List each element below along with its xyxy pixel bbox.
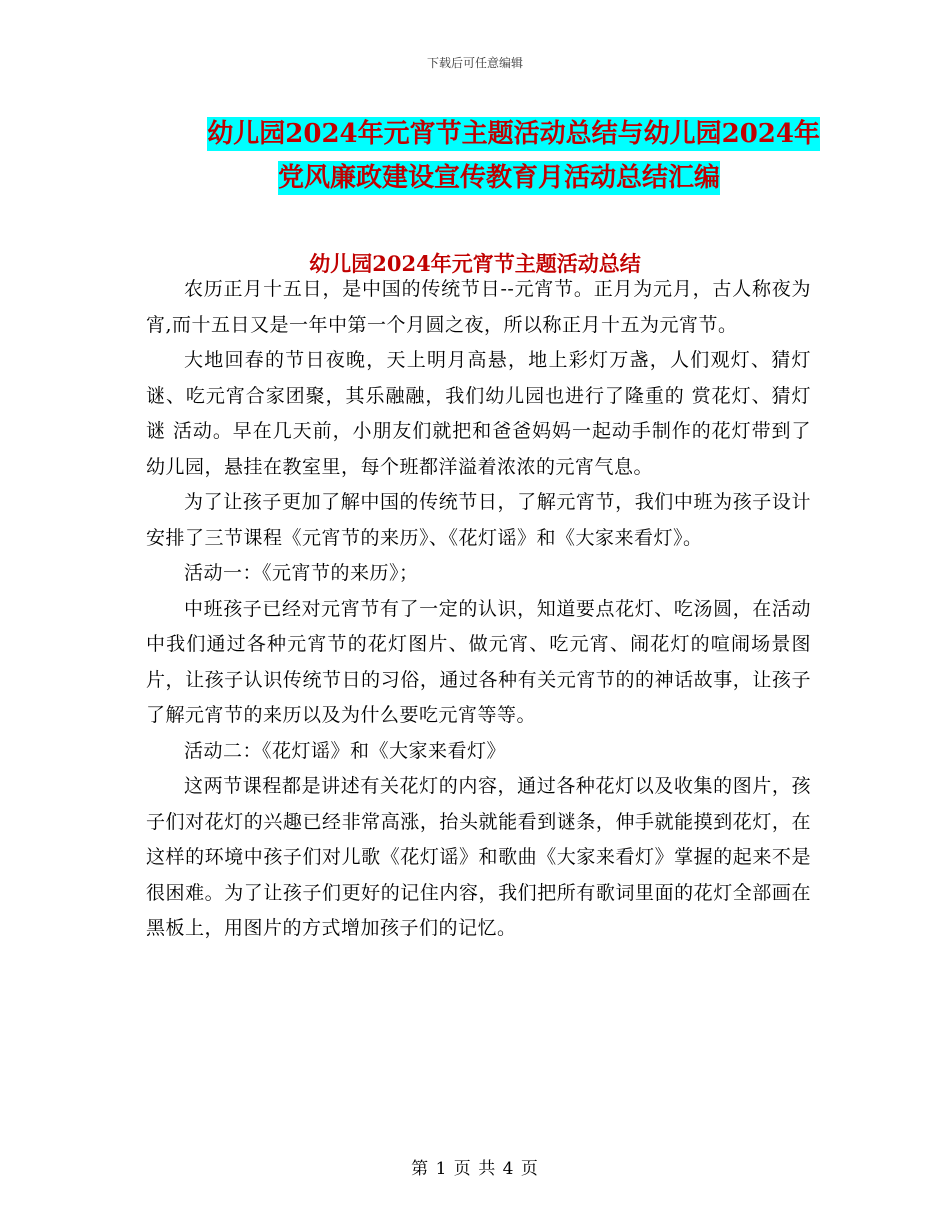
document-title-line-1 — [160, 112, 820, 156]
document-title — [160, 112, 820, 200]
document-title-line-2 — [160, 156, 820, 200]
header-note: 下载后可任意编辑 — [426, 56, 523, 70]
body-text — [146, 272, 811, 947]
title-highlight-1: 幼儿园2024年元宵节主题活动总结与幼儿园2024年 — [207, 119, 820, 149]
paragraph: 中班孩子已经对元宵节有了一定的认识，知道要点花灯、吃汤圆，在活动中我们通过各种元宵节的花灯图片、做元宵、吃元宵、闹花灯的喧闹场景图片，让孩子认识传统节日的习俗，通过各种有关元宵节的的神话故事，让孩子了解元宵节的来历以及为什么要吃元宵等等。 — [146, 597, 811, 726]
paragraph: 活动二：《花灯谣》和《大家来看灯》 — [184, 739, 507, 762]
paragraph: 为了让孩子更加了解中国的传统节日，了解元宵节，我们中班为孩子设计安排了三节课程《元宵节的来历》、《花灯谣》和《大家来看灯》。 — [146, 491, 811, 549]
section-title: 幼儿园2024年元宵节主题活动总结 — [309, 251, 641, 276]
paragraph: 活动一：《元宵节的来历》； — [184, 562, 419, 584]
paragraph: 大地回春的节日夜晚，天上明月高悬，地上彩灯万盏，人们观灯、猜灯谜、吃元宵合家团聚，其乐融融，我们幼儿园也进行了隆重的 赏花灯、猜灯谜 活动。早在几天前，小朋友们就把和爸爸妈妈一起动手制作的花灯带到了幼儿园，悬挂在教室里，每个班都洋溢着浓浓的元宵气息。 — [146, 349, 811, 478]
page-number-footer: 第 1 页 共 4 页 — [411, 1159, 539, 1179]
paragraph: 这两节课程都是讲述有关花灯的内容，通过各种花灯以及收集的图片，孩子们对花灯的兴趣已经非常高涨，抬头就能看到谜条，伸手就能摸到花灯，在这样的环境中孩子们对儿歌《花灯谣》和歌曲《大家来看灯》掌握的起来不是很困难。为了让孩子们更好的记住内容，我们把所有歌词里面的花灯全部画在黑板上，用图片的方式增加孩子们的记忆。 — [146, 775, 811, 939]
paragraph: 农历正月十五日，是中国的传统节日--元宵节。正月为元月，古人称夜为宵,而十五日又是一年中第一个月圆之夜，所以称正月十五为元宵节。 — [146, 278, 811, 336]
title-highlight-2: 党风廉政建设宣传教育月活动总结汇编 — [278, 163, 721, 193]
